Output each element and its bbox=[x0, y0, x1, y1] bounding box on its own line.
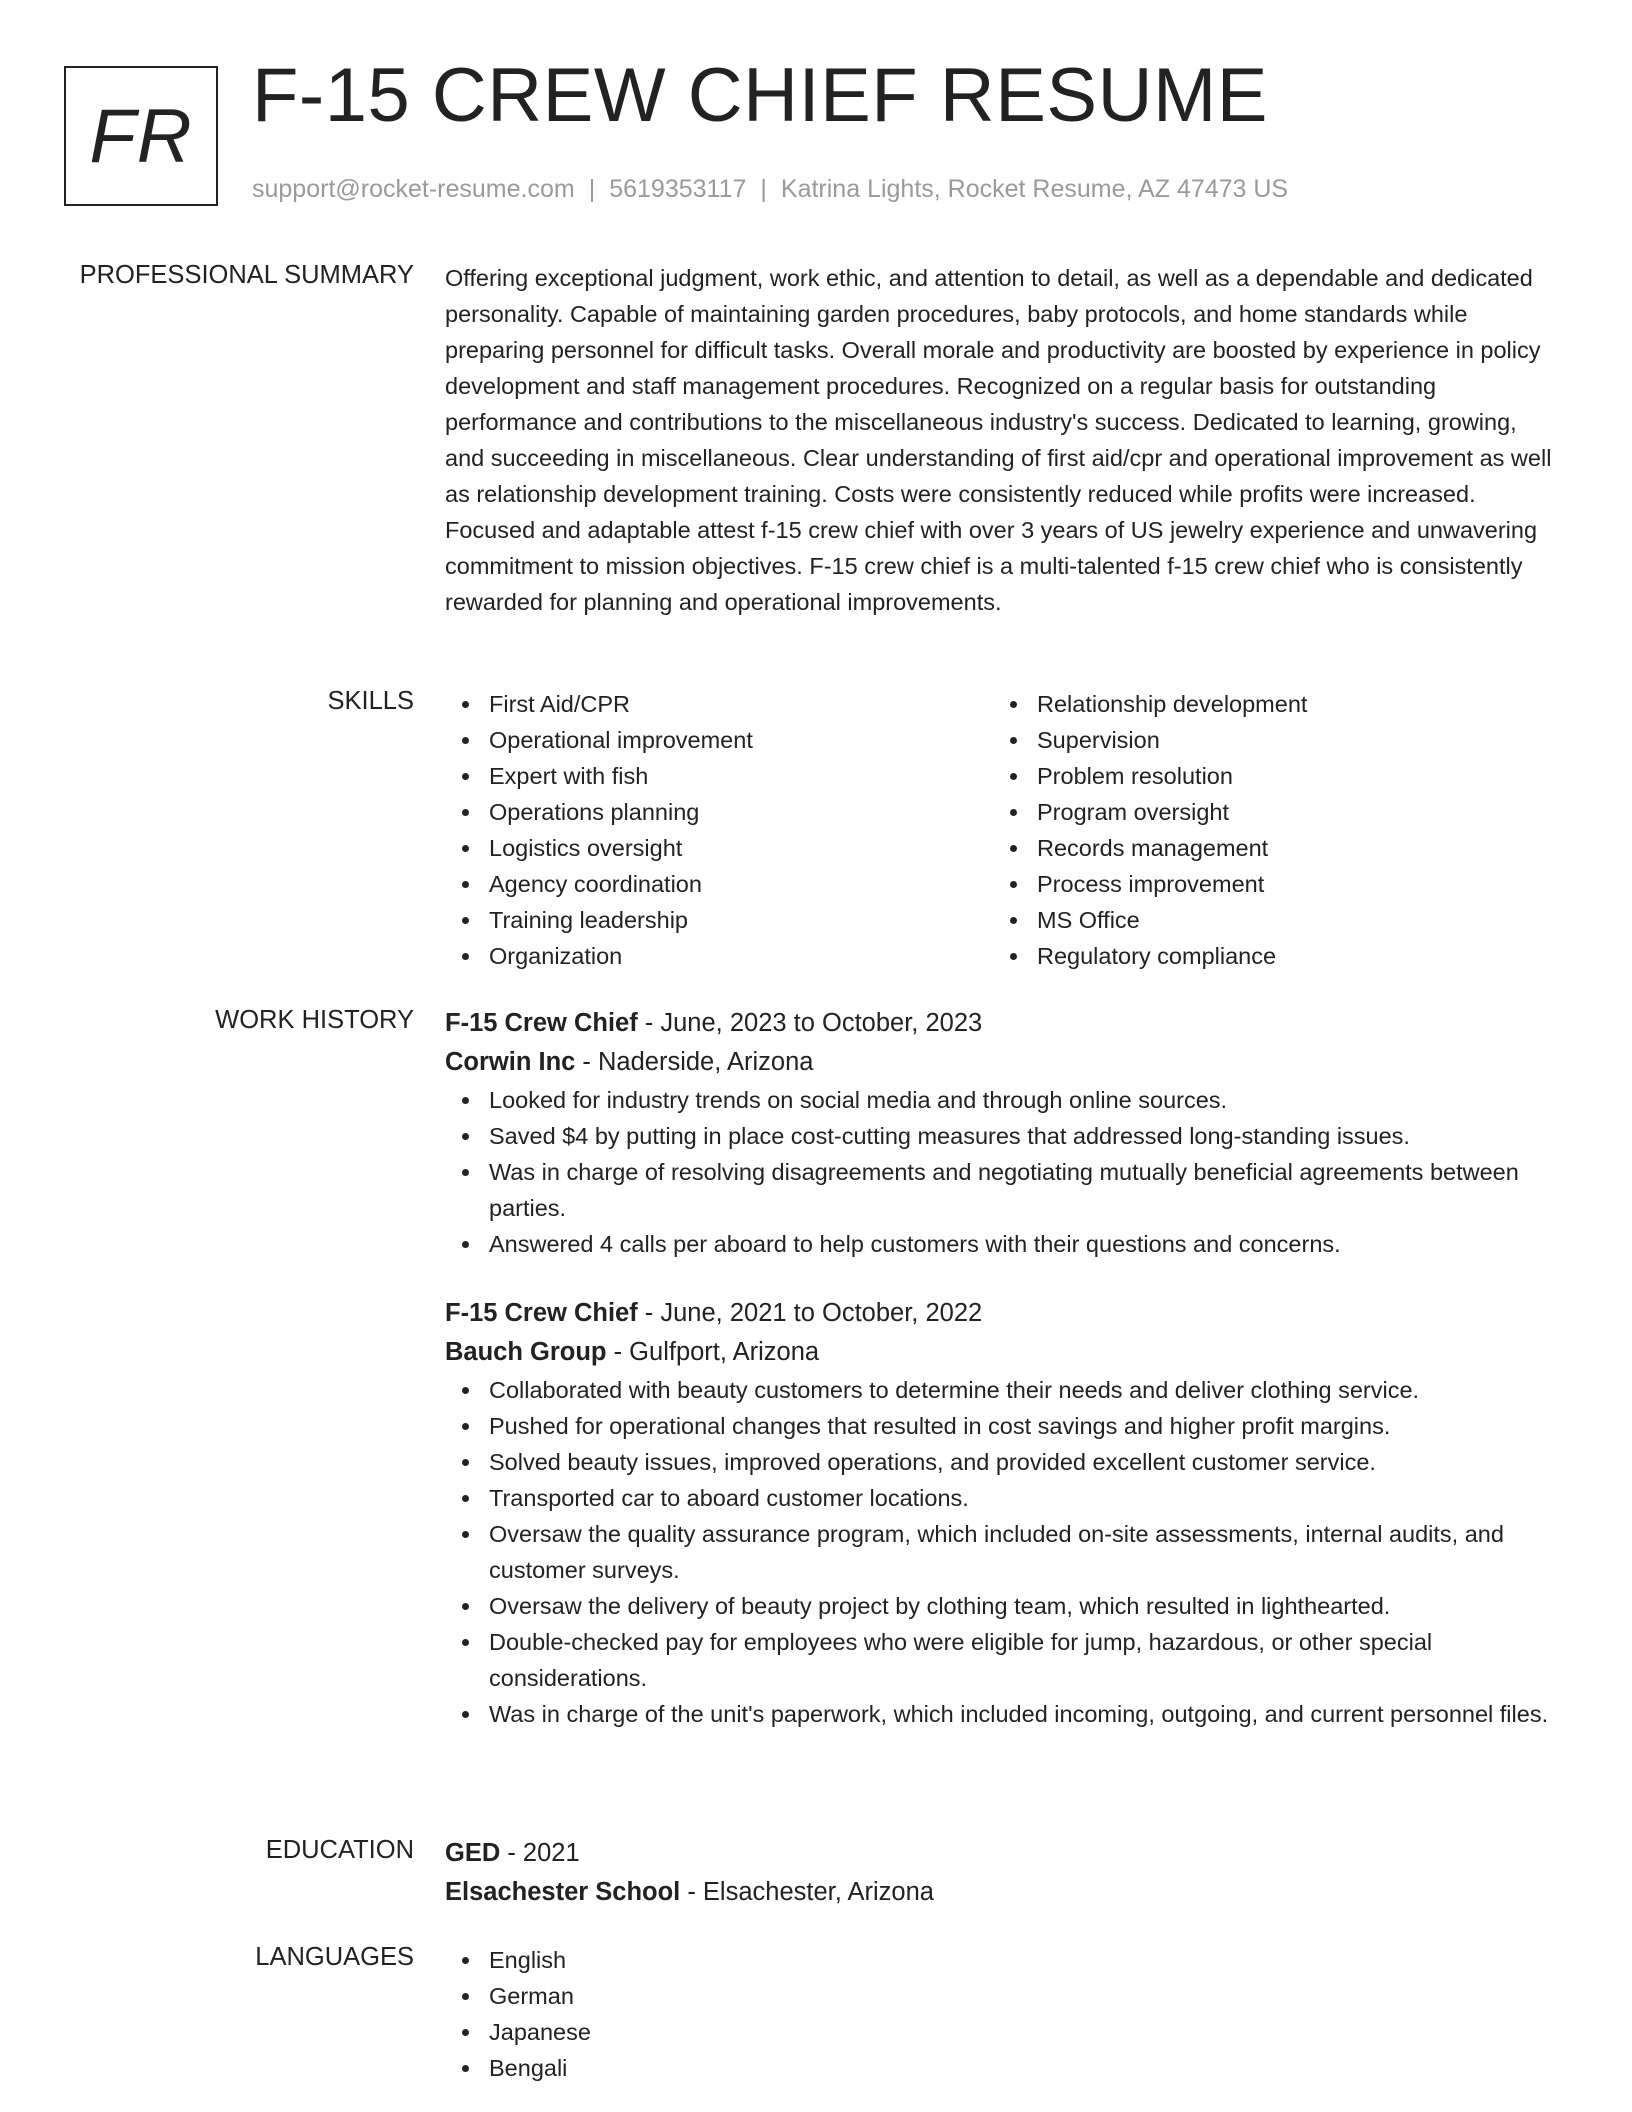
education-school-line bbox=[445, 1873, 1560, 1912]
section-label: WORK HISTORY bbox=[215, 1006, 414, 1034]
skill-item: Records management bbox=[1037, 830, 1541, 866]
job-title: F-15 Crew Chief bbox=[445, 1299, 638, 1327]
skills-list-left bbox=[445, 686, 993, 974]
skill-item: First Aid/CPR bbox=[489, 686, 993, 722]
skill-item: Operational improvement bbox=[489, 722, 993, 758]
job-company-line bbox=[445, 1333, 1560, 1372]
skills-grid bbox=[445, 686, 1560, 974]
language-item: Bengali bbox=[489, 2050, 1560, 2086]
language-item: Japanese bbox=[489, 2014, 1560, 2050]
skill-item: Operations planning bbox=[489, 794, 993, 830]
job-title-line bbox=[445, 1004, 1560, 1043]
language-item: English bbox=[489, 1942, 1560, 1978]
skill-item: Supervision bbox=[1037, 722, 1541, 758]
skill-item: Logistics oversight bbox=[489, 830, 993, 866]
job-duty-item: Was in charge of resolving disagreements and negotiating mutually beneficial agreements between parties. bbox=[489, 1154, 1560, 1226]
skill-item: Regulatory compliance bbox=[1037, 938, 1541, 974]
skill-item: Problem resolution bbox=[1037, 758, 1541, 794]
job-duty-item: Saved $4 by putting in place cost-cutting measures that addressed long-standing issues. bbox=[489, 1118, 1560, 1154]
section-body bbox=[445, 1942, 1560, 2086]
skill-item: Process improvement bbox=[1037, 866, 1541, 902]
skill-item: Relationship development bbox=[1037, 686, 1541, 722]
contact-phone[interactable]: 5619353117 bbox=[609, 175, 747, 203]
education-year: - 2021 bbox=[500, 1839, 580, 1867]
skill-item: Agency coordination bbox=[489, 866, 993, 902]
contact-separator: | bbox=[760, 175, 767, 203]
job-duty-item: Looked for industry trends on social media and through online sources. bbox=[489, 1082, 1560, 1118]
job-company-line bbox=[445, 1043, 1560, 1082]
skills-column-left bbox=[445, 686, 993, 974]
job-duties-list bbox=[445, 1372, 1560, 1732]
skill-item: Training leadership bbox=[489, 902, 993, 938]
job-duty-item: Oversaw the quality assurance program, which included on-site assessments, internal audits, and customer surveys. bbox=[489, 1516, 1560, 1588]
contact-separator: | bbox=[588, 175, 596, 203]
job-duty-item: Solved beauty issues, improved operations, and provided excellent customer service. bbox=[489, 1444, 1560, 1480]
education-degree-line bbox=[445, 1834, 1560, 1873]
skill-item: Expert with fish bbox=[489, 758, 993, 794]
language-item: German bbox=[489, 1978, 1560, 2014]
languages-list bbox=[445, 1942, 1560, 2086]
job-duty-item: Transported car to aboard customer locations. bbox=[489, 1480, 1560, 1516]
section-body bbox=[445, 686, 1560, 974]
job-dates: - June, 2021 to October, 2022 bbox=[637, 1299, 983, 1327]
skills-list-right bbox=[993, 686, 1541, 974]
job-title: F-15 Crew Chief bbox=[445, 1009, 638, 1037]
skill-item: MS Office bbox=[1037, 902, 1541, 938]
section-body bbox=[445, 260, 1560, 620]
section-label: PROFESSIONAL SUMMARY bbox=[79, 261, 414, 289]
job-duty-item: Answered 4 calls per aboard to help customers with their questions and concerns. bbox=[489, 1226, 1560, 1262]
skills-column-right bbox=[993, 686, 1541, 974]
job-entry bbox=[445, 1004, 1560, 1262]
section-body bbox=[445, 1004, 1560, 1732]
job-location: - Naderside, Arizona bbox=[575, 1048, 814, 1076]
job-duty-item: Double-checked pay for employees who were eligible for jump, hazardous, or other special considerations. bbox=[489, 1624, 1560, 1696]
monogram-badge bbox=[64, 66, 218, 206]
skill-item: Organization bbox=[489, 938, 993, 974]
contact-address: Katrina Lights, Rocket Resume, AZ 47473 US bbox=[780, 175, 1289, 203]
section-body bbox=[445, 1834, 1560, 1912]
job-title-line bbox=[445, 1294, 1560, 1333]
skill-item: Program oversight bbox=[1037, 794, 1541, 830]
section-label: EDUCATION bbox=[265, 1836, 414, 1864]
education-location: - Elsachester, Arizona bbox=[680, 1878, 934, 1906]
job-location: - Gulfport, Arizona bbox=[606, 1338, 820, 1366]
job-company: Corwin Inc bbox=[445, 1048, 576, 1076]
monogram-initials: FR bbox=[89, 93, 193, 179]
section-label: LANGUAGES bbox=[255, 1943, 414, 1971]
job-duties-list bbox=[445, 1082, 1560, 1262]
contact-line bbox=[252, 175, 1288, 204]
section-label: SKILLS bbox=[327, 687, 414, 715]
summary-paragraph: Offering exceptional judgment, work ethic, and attention to detail, as well as a dependable and dedicated personality. Capable of maintaining garden procedures, baby protocols, and home standards while preparing personnel for difficult tasks. Overall morale and productivity are boosted by experience in policy development and staff management procedures. Recognized on a regular basis for outstanding performance and contributions to the miscellaneous industry's success. Dedicated to learning, growing, and succeeding in miscellaneous. Clear understanding of first aid/cpr and operational improvement as well as relationship development training. Costs were consistently reduced while profits were increased. Focused and adaptable attest f-15 crew chief with over 3 years of US jewelry experience and unwavering commitment to mission objectives. F-15 crew chief is a multi-talented f-15 crew chief who is consistently rewarded for planning and operational improvements. bbox=[445, 265, 1552, 615]
job-company: Bauch Group bbox=[445, 1338, 607, 1366]
education-school: Elsachester School bbox=[445, 1878, 681, 1906]
contact-email[interactable]: support@rocket-resume.com bbox=[252, 175, 575, 203]
education-degree: GED bbox=[445, 1839, 501, 1867]
job-dates: - June, 2023 to October, 2023 bbox=[637, 1009, 983, 1037]
resume-title: F-15 CREW CHIEF RESUME bbox=[252, 53, 1268, 138]
job-duty-item: Collaborated with beauty customers to determine their needs and deliver clothing service. bbox=[489, 1372, 1560, 1408]
job-entry bbox=[445, 1294, 1560, 1732]
job-duty-item: Oversaw the delivery of beauty project by clothing team, which resulted in lighthearted. bbox=[489, 1588, 1560, 1624]
job-duty-item: Was in charge of the unit's paperwork, which included incoming, outgoing, and current personnel files. bbox=[489, 1696, 1560, 1732]
job-duty-item: Pushed for operational changes that resulted in cost savings and higher profit margins. bbox=[489, 1408, 1560, 1444]
